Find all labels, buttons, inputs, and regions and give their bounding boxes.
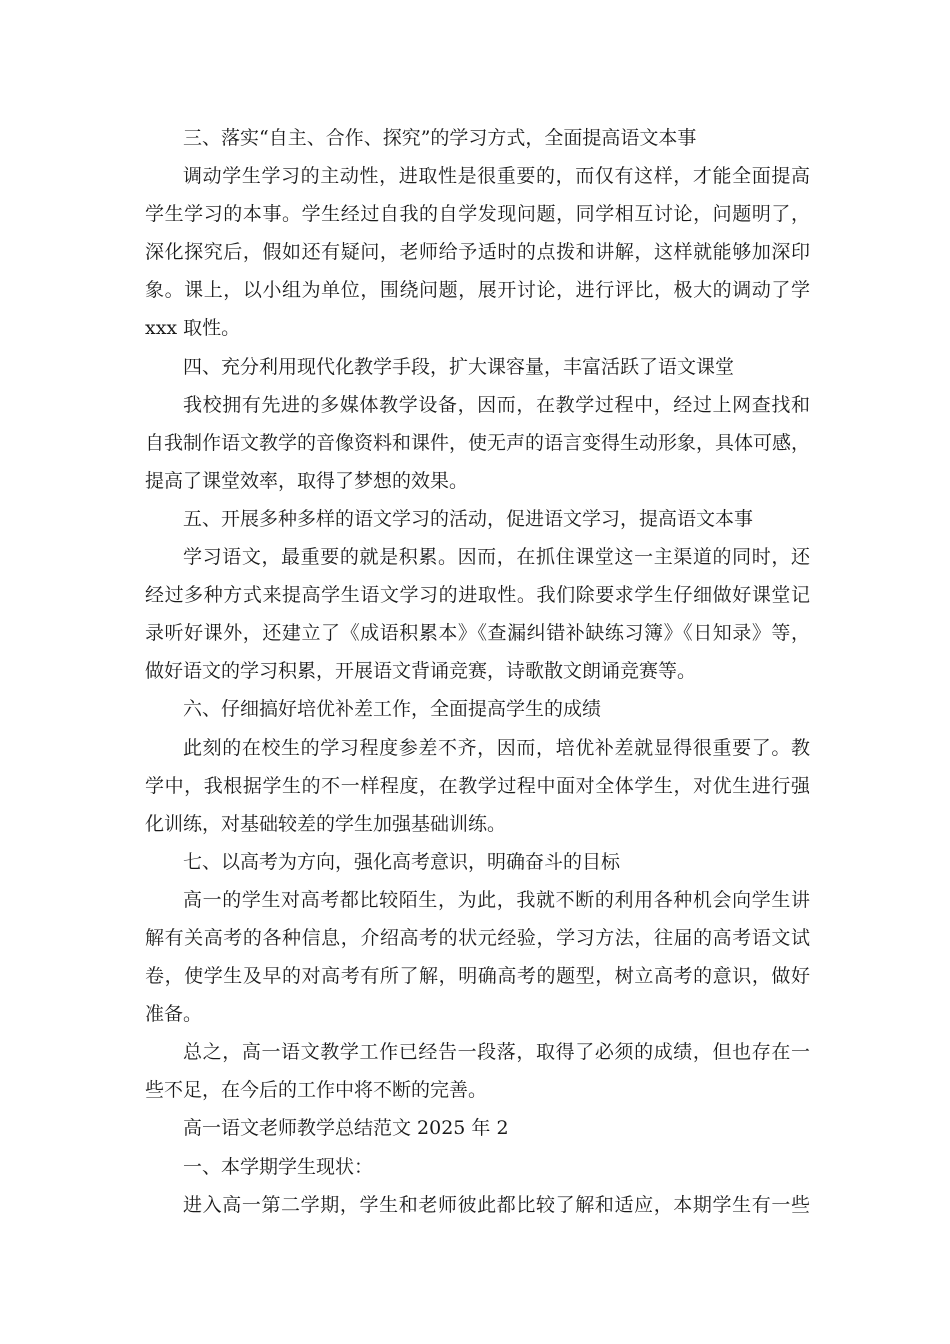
- text-line: 我校拥有先进的多媒体教学设备，因而，在教学过程中，经过上网查找和: [183, 393, 810, 416]
- text-line: 高一的学生对高考都比较陌生，为此，我就不断的利用各种机会向学生讲: [183, 888, 810, 911]
- text-line: 化训练，对基础较差的学生加强基础训练。: [145, 812, 507, 835]
- text-line: 七、以高考为方向，强化高考意识，明确奋斗的目标: [183, 850, 621, 873]
- text-line: xxx 取性。: [145, 317, 241, 340]
- text-line: 提高了课堂效率，取得了梦想的效果。: [145, 469, 469, 492]
- text-line: 经过多种方式来提高学生语文学习的进取性。我们除要求学生仔细做好课堂记: [145, 584, 810, 607]
- text-line: 卷，使学生及早的对高考有所了解，明确高考的题型，树立高考的意识，做好: [145, 965, 810, 988]
- text-line: 调动学生学习的主动性，进取性是很重要的，而仅有这样，才能全面提高: [183, 165, 810, 188]
- text-line: 学习语文，最重要的就是积累。因而，在抓住课堂这一主渠道的同时，还: [183, 546, 810, 569]
- text-line: 进入高一第二学期，学生和老师彼此都比较了解和适应，本期学生有一些: [183, 1193, 810, 1216]
- text-line: 五、开展多种多样的语文学习的活动，促进语文学习，提高语文本事: [183, 507, 754, 530]
- text-line: 录听好课外，还建立了《成语积累本》《查漏纠错补缺练习簿》《日知录》等，: [145, 622, 810, 645]
- text-line: 准备。: [145, 1003, 203, 1026]
- document-body: [145, 119, 810, 1224]
- text-line: 四、充分利用现代化教学手段，扩大课容量，丰富活跃了语文课堂: [183, 355, 735, 378]
- text-line: 做好语文的学习积累，开展语文背诵竞赛，诗歌散文朗诵竞赛等。: [145, 660, 697, 683]
- text-line: 六、仔细搞好培优补差工作，全面提高学生的成绩: [183, 698, 602, 721]
- text-line: 深化探究后，假如还有疑问，老师给予适时的点拨和讲解，这样就能够加深印: [145, 241, 810, 264]
- text-line: 总之，高一语文教学工作已经告一段落，取得了必须的成绩，但也存在一: [183, 1041, 810, 1064]
- text-line: 高一语文老师教学总结范文 2025 年 2: [183, 1117, 509, 1140]
- text-line: 象。课上，以小组为单位，围绕问题，展开讨论，进行评比，极大的调动了学: [145, 279, 810, 302]
- text-line: 些不足，在今后的工作中将不断的完善。: [145, 1079, 488, 1102]
- text-line: 自我制作语文教学的音像资料和课件，使无声的语言变得生动形象，具体可感，: [145, 431, 810, 454]
- text-line: 解有关高考的各种信息，介绍高考的状元经验，学习方法，往届的高考语文试: [145, 926, 810, 949]
- text-line: 学中，我根据学生的不一样程度，在教学过程中面对全体学生，对优生进行强: [145, 774, 810, 797]
- text-line: 此刻的在校生的学习程度参差不齐，因而，培优补差就显得很重要了。教: [183, 736, 810, 759]
- text-line: 学生学习的本事。学生经过自我的自学发现问题，同学相互讨论，问题明了，: [145, 203, 810, 226]
- text-line: 一、本学期学生现状：: [183, 1155, 374, 1178]
- text-line: 三、落实“自主、合作、探究”的学习方式，全面提高语文本事: [183, 127, 697, 149]
